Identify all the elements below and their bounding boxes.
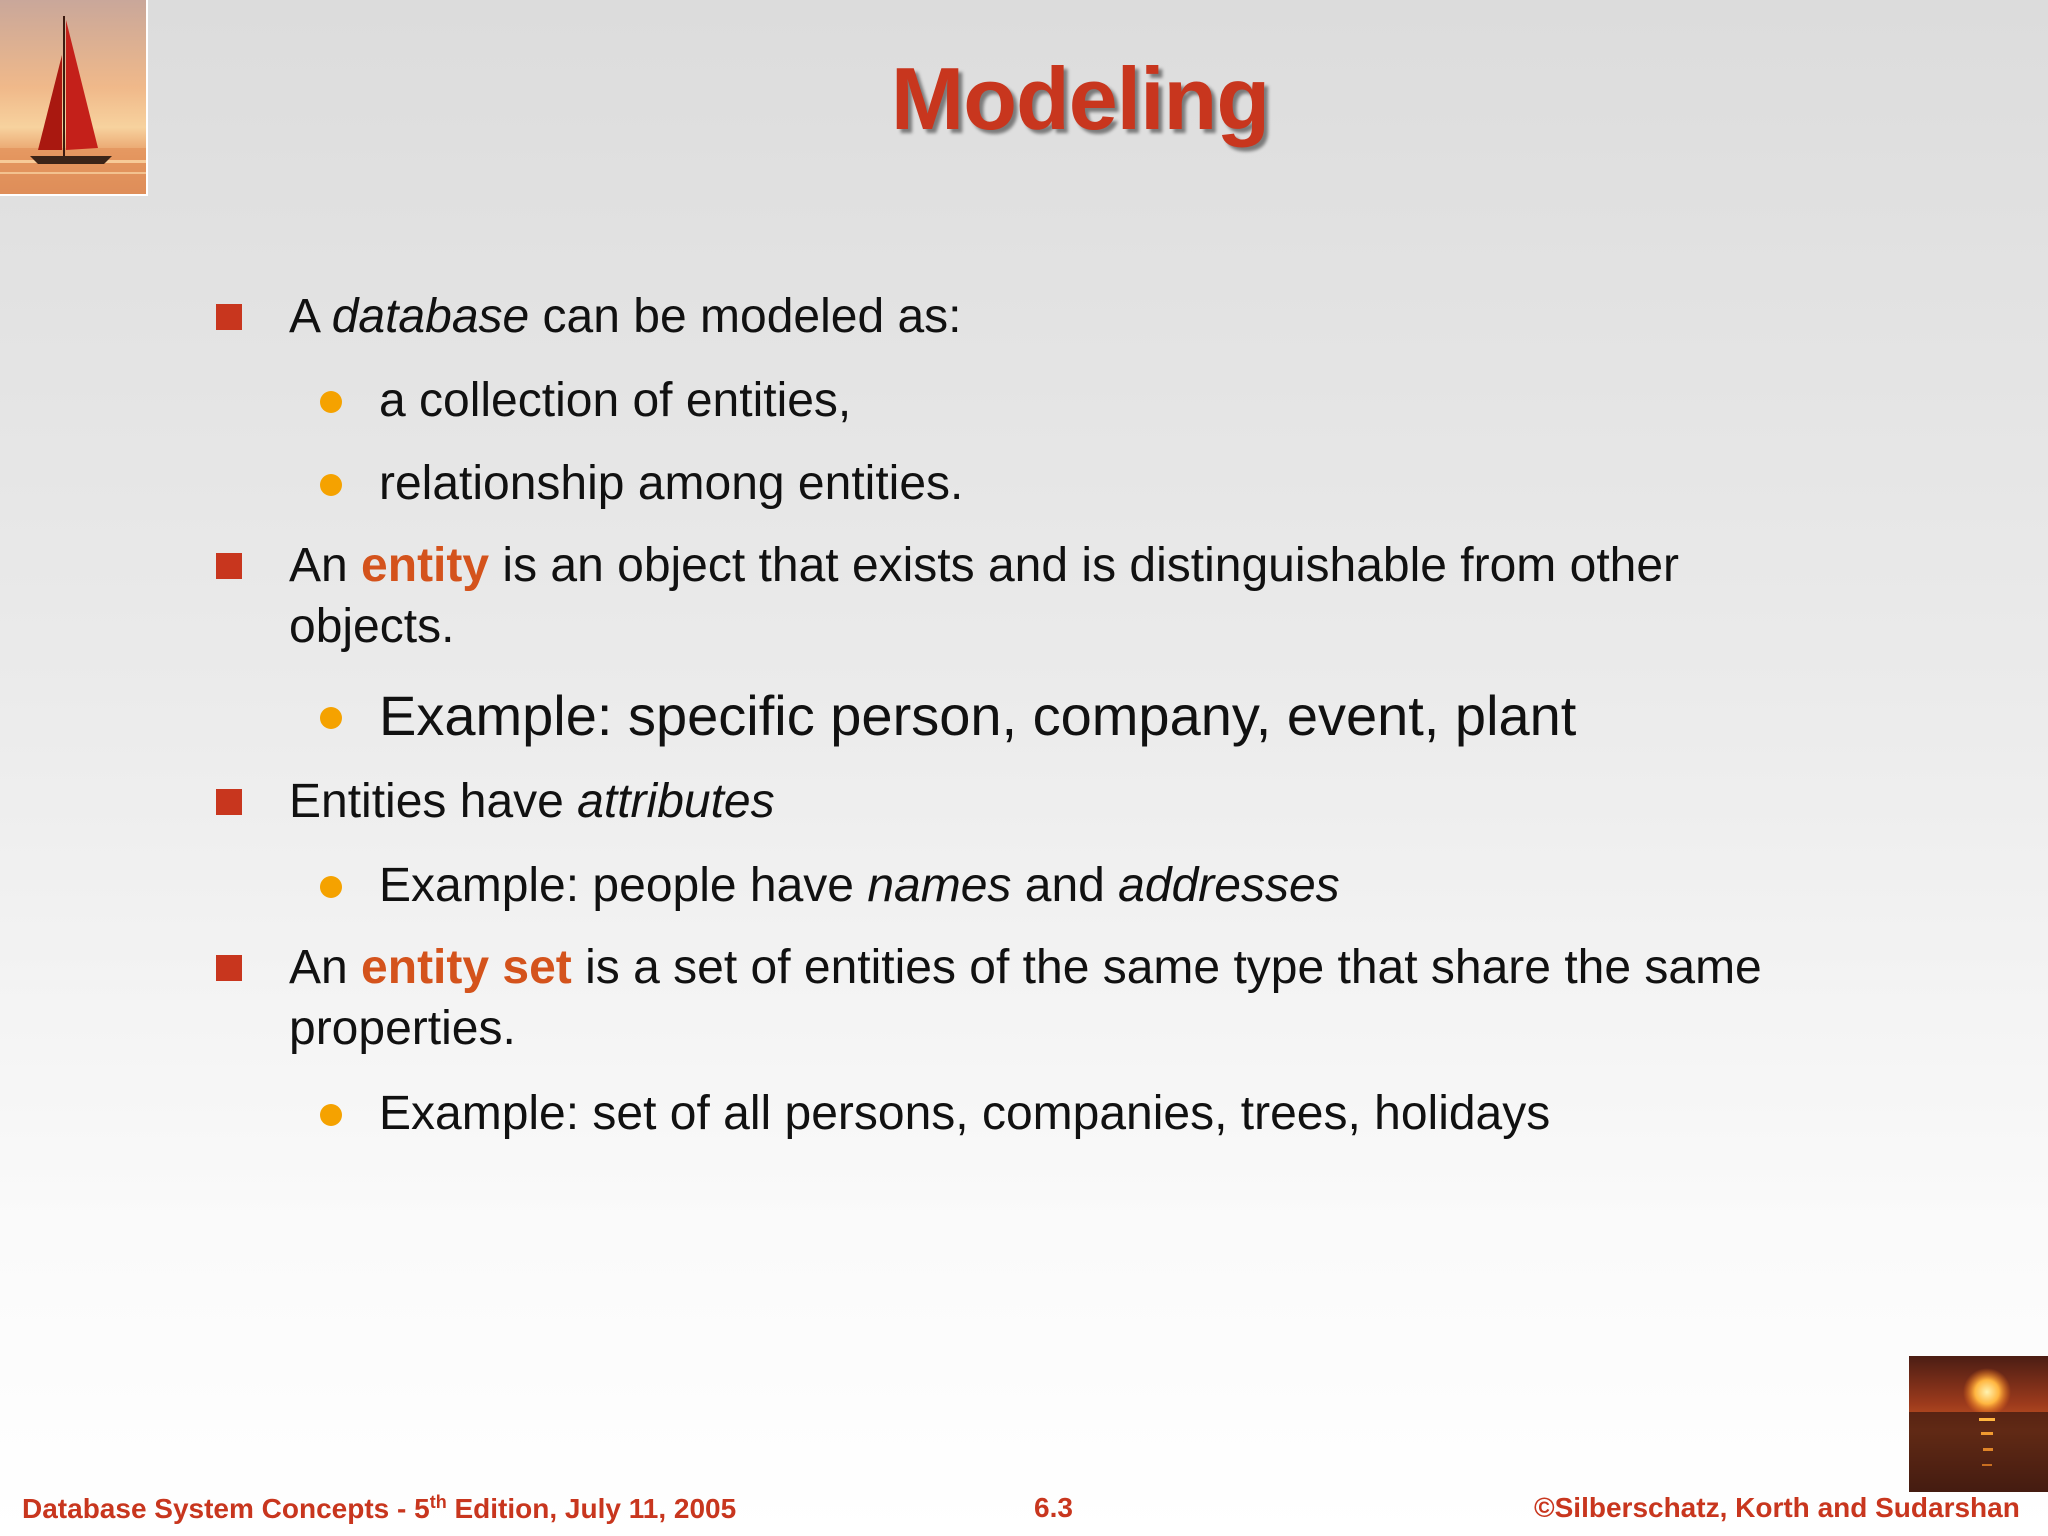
- term-entity: entity: [361, 539, 490, 592]
- sub-bullet-collection: a collection of entities,: [379, 374, 852, 427]
- term-addresses: addresses: [1118, 859, 1340, 912]
- sunset-sea-logo-icon: [1909, 1356, 2048, 1492]
- text: is a set of entities of the same type that share the same: [571, 941, 1762, 994]
- square-bullet-icon: [216, 789, 242, 815]
- text: An: [289, 539, 362, 592]
- bullet-attributes: [289, 774, 775, 829]
- text: Database System Concepts - 5: [22, 1493, 430, 1524]
- text: Example: people have: [379, 859, 868, 912]
- footer-book-title: [22, 1492, 736, 1525]
- text: is an object that exists and is distinguishable from other: [489, 539, 1680, 592]
- sub-bullet-entity-set-example: Example: set of all persons, companies, trees, holidays: [379, 1087, 1551, 1140]
- bullet-database-modeled: [289, 289, 962, 344]
- sub-bullet-relationship: relationship among entities.: [379, 457, 964, 510]
- term-database: database: [331, 290, 530, 343]
- sub-bullet-attributes-example: [379, 858, 1340, 913]
- dot-bullet-icon: [320, 876, 342, 898]
- slide-title: Modeling: [890, 49, 1270, 148]
- square-bullet-icon: [216, 304, 242, 330]
- text: A: [289, 290, 332, 343]
- text: Edition, July 11, 2005: [446, 1493, 737, 1524]
- square-bullet-icon: [216, 553, 242, 579]
- text: Entities have: [289, 775, 578, 828]
- square-bullet-icon: [216, 955, 242, 981]
- footer-page-number: 6.3: [1034, 1492, 1073, 1523]
- text: th: [429, 1492, 447, 1512]
- dot-bullet-icon: [320, 707, 342, 729]
- text: An: [289, 941, 362, 994]
- term-entity-set: entity set: [361, 941, 572, 994]
- term-attributes: attributes: [577, 775, 775, 828]
- dot-bullet-icon: [320, 1104, 342, 1126]
- sub-bullet-entity-example: Example: specific person, company, event, plant: [379, 684, 1577, 747]
- term-names: names: [867, 859, 1012, 912]
- text: and: [1011, 859, 1119, 912]
- bullet-entity-set-definition-cont: properties.: [289, 1002, 516, 1055]
- dot-bullet-icon: [320, 474, 342, 496]
- footer-copyright: ©Silberschatz, Korth and Sudarshan: [1534, 1492, 2020, 1523]
- bullet-entity-definition-cont: objects.: [289, 600, 455, 653]
- bullet-entity-set-definition: [289, 940, 1762, 995]
- dot-bullet-icon: [320, 391, 342, 413]
- bullet-entity-definition: [289, 538, 1679, 593]
- text: can be modeled as:: [529, 290, 962, 343]
